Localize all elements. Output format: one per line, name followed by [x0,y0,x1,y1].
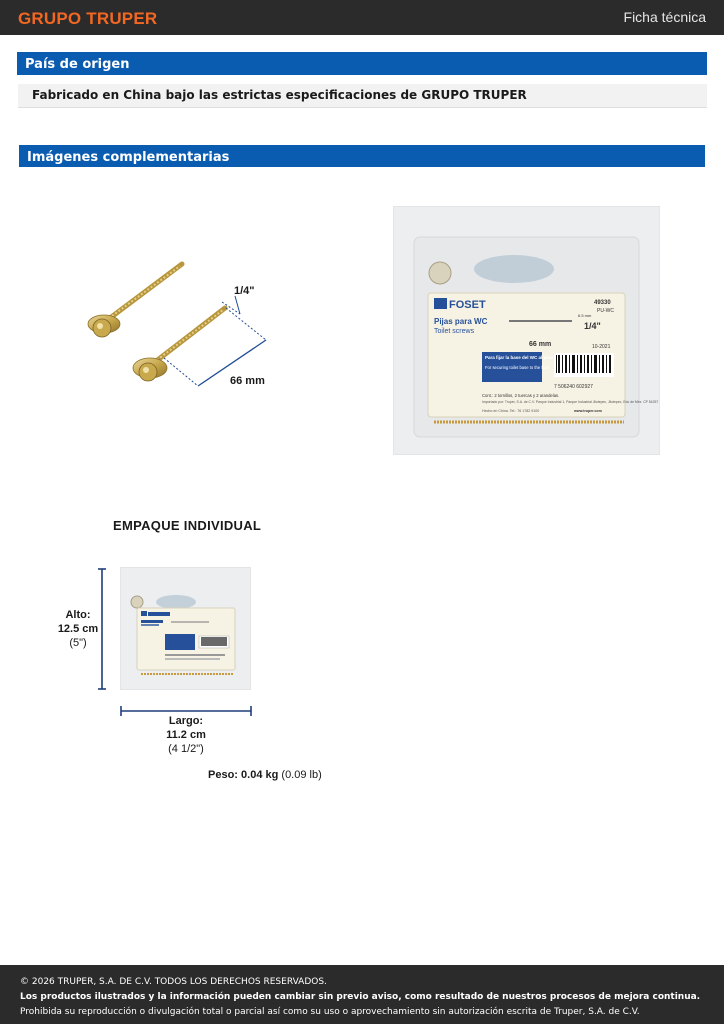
origin-section-header: País de origen [17,52,707,75]
pack-importer: Importado por: Truper, S.A. de C.V. Parque Industrial 1, Parque Industrial Jilotepec, Jilotepec, Edo de Méx. CP 54257 Made [482,400,659,404]
pack-usage-en: For securing toilet base to the floor [485,365,550,370]
pack-name-es: Pijas para WC [434,317,488,326]
screw-upper [88,264,182,337]
screw-dimension-image [80,250,280,410]
screw-lower [133,308,225,381]
length-label-group [150,714,222,756]
pack-size-inch: 1/4" [584,321,601,331]
weight-lb: (0.09 lb) [281,769,322,781]
barcode [554,353,614,377]
length-label: 66 mm [230,375,265,387]
height-inches: (5") [69,637,87,649]
document-type: Ficha técnica [623,9,706,25]
pack-length: 66 mm [529,341,552,348]
pack-made-in: Hecho en China. Tel.: 76 1782 9100 [482,409,540,413]
weight-value: 0.04 kg [241,769,279,781]
pack-usage-es: Para fijar la base del WC al piso [485,355,553,360]
pack-code: 49330 [594,300,611,306]
pack-size-small: 6.5 mm [578,313,592,318]
pack-brand: FOSET [449,299,486,311]
pack-model: PU-WC [597,308,614,314]
length-value: 11.2 cm [166,729,206,741]
individual-package-image [120,567,251,690]
height-label: Alto: [65,609,91,621]
footer-prohibition: Prohibida su reproducción o divulgación total o parcial así como su uso o aprovechamiento sin autorización escrita de Truper, S.A. de C.V. [20,1007,640,1017]
length-label: Largo: [168,715,204,727]
origin-text: Fabricado en China bajo las estrictas especificaciones de GRUPO TRUPER [18,84,707,108]
pack-web: www.truper.com [574,409,602,413]
images-section-header: Imágenes complementarias [19,145,705,167]
length-inches: (4 1/2") [168,743,204,755]
diameter-label: 1/4" [234,285,255,297]
weight-label: Peso: [208,769,238,781]
pack-barcode-number: 7 506240 602927 [554,384,593,390]
pack-contents: Cont.: 2 tornillos, 2 tuercas y 2 arandelas. [482,393,560,398]
packaging-title: EMPAQUE INDIVIDUAL [113,518,262,533]
top-bar [0,0,724,35]
weight-info [208,769,322,781]
pack-name-en: Toilet screws [434,328,475,335]
pack-date: 10-2021 [592,344,611,350]
footer-notice: Los productos ilustrados y la información pueden cambiar sin previo aviso, como resultado de nuestros procesos de mejora continua. [20,992,701,1002]
brand-logo: GRUPO TRUPER [18,9,158,28]
footer [0,965,724,1024]
footer-copyright: © 2026 TRUPER, S.A. DE C.V. TODOS LOS DERECHOS RESERVADOS. [20,977,327,987]
package-photo [393,206,660,455]
height-value: 12.5 cm [57,623,99,635]
height-label-group [52,608,104,650]
